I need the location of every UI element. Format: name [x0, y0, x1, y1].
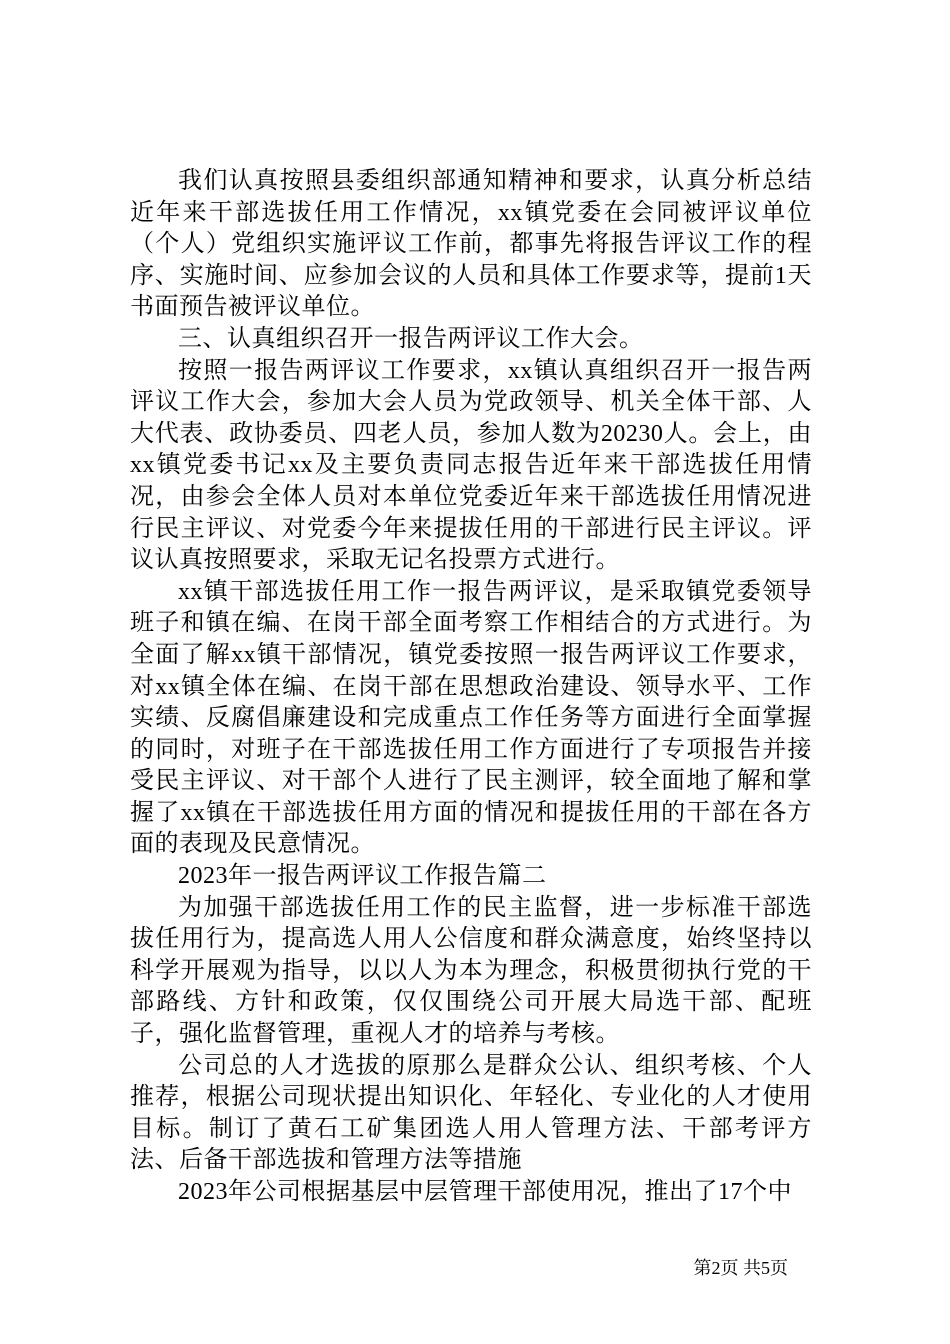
- document-content: [130, 166, 812, 1209]
- paragraph: 公司总的人才选拔的原那么是群众公认、组织考核、个人推荐，根据公司现状提出知识化、年轻化、专业化的人才使用目标。制订了黄石工矿集团选人用人管理方法、干部考评方法、后备干部选拔和管理方法等措施: [130, 1052, 812, 1174]
- paragraph: 为加强干部选拔任用工作的民主监督，进一步标准干部选拔任用行为，提高选人用人公信度和群众满意度，始终坚持以科学开展观为指导，以以人为本为理念，积极贯彻执行党的干部路线、方针和政策，仅仅围绕公司开展大局选干部、配班子，强化监督管理，重视人才的培养与考核。: [130, 894, 812, 1048]
- paragraph: 我们认真按照县委组织部通知精神和要求，认真分析总结近年来干部选拔任用工作情况，xx镇党委在会同被评议单位（个人）党组织实施评议工作前，都事先将报告评议工作的程序、实施时间、应参加会议的人员和具体工作要求等，提前1天书面预告被评议单位。: [130, 168, 812, 321]
- paragraph: 三、认真组织召开一报告两评议工作大会。: [178, 325, 644, 352]
- paragraph: 2023年一报告两评议工作报告篇二: [178, 863, 547, 890]
- paragraph: 2023年公司根据基层中层管理干部使用况，推出了17个中: [178, 1179, 792, 1205]
- page-footer: [130, 1254, 812, 1280]
- paragraph: 按照一报告两评议工作要求，xx镇认真组织召开一报告两评议工作大会，参加大会人员为党政领导、机关全体干部、人大代表、政协委员、四老人员，参加人数为20230人。会上，由xx镇党委书记xx及主要负责同志报告近年来干部选拔任用情况，由参会全体人员对本单位党委近年来干部选拔任用情况进行民主评议、对党委今年来提拔任用的干部进行民主评议。评议认真按照要求，采取无记名投票方式进行。: [130, 357, 812, 574]
- paragraph: xx镇干部选拔任用工作一报告两评议，是采取镇党委领导班子和镇在编、在岗干部全面考察工作相结合的方式进行。为全面了解xx镇干部情况，镇党委按照一报告两评议工作要求，对xx镇全体在编、在岗干部在思想政治建设、领导水平、工作实绩、反腐倡廉建设和完成重点工作任务等方面进行全面掌握的同时，对班子在干部选拔任用工作方面进行了专项报告并接受民主评议、对干部个人进行了民主测评，较全面地了解和掌握了xx镇在干部选拔任用方面的情况和提拔任用的干部在各方面的表现及民意情况。: [130, 578, 812, 858]
- page-number: 第2页 共5页: [693, 1258, 788, 1278]
